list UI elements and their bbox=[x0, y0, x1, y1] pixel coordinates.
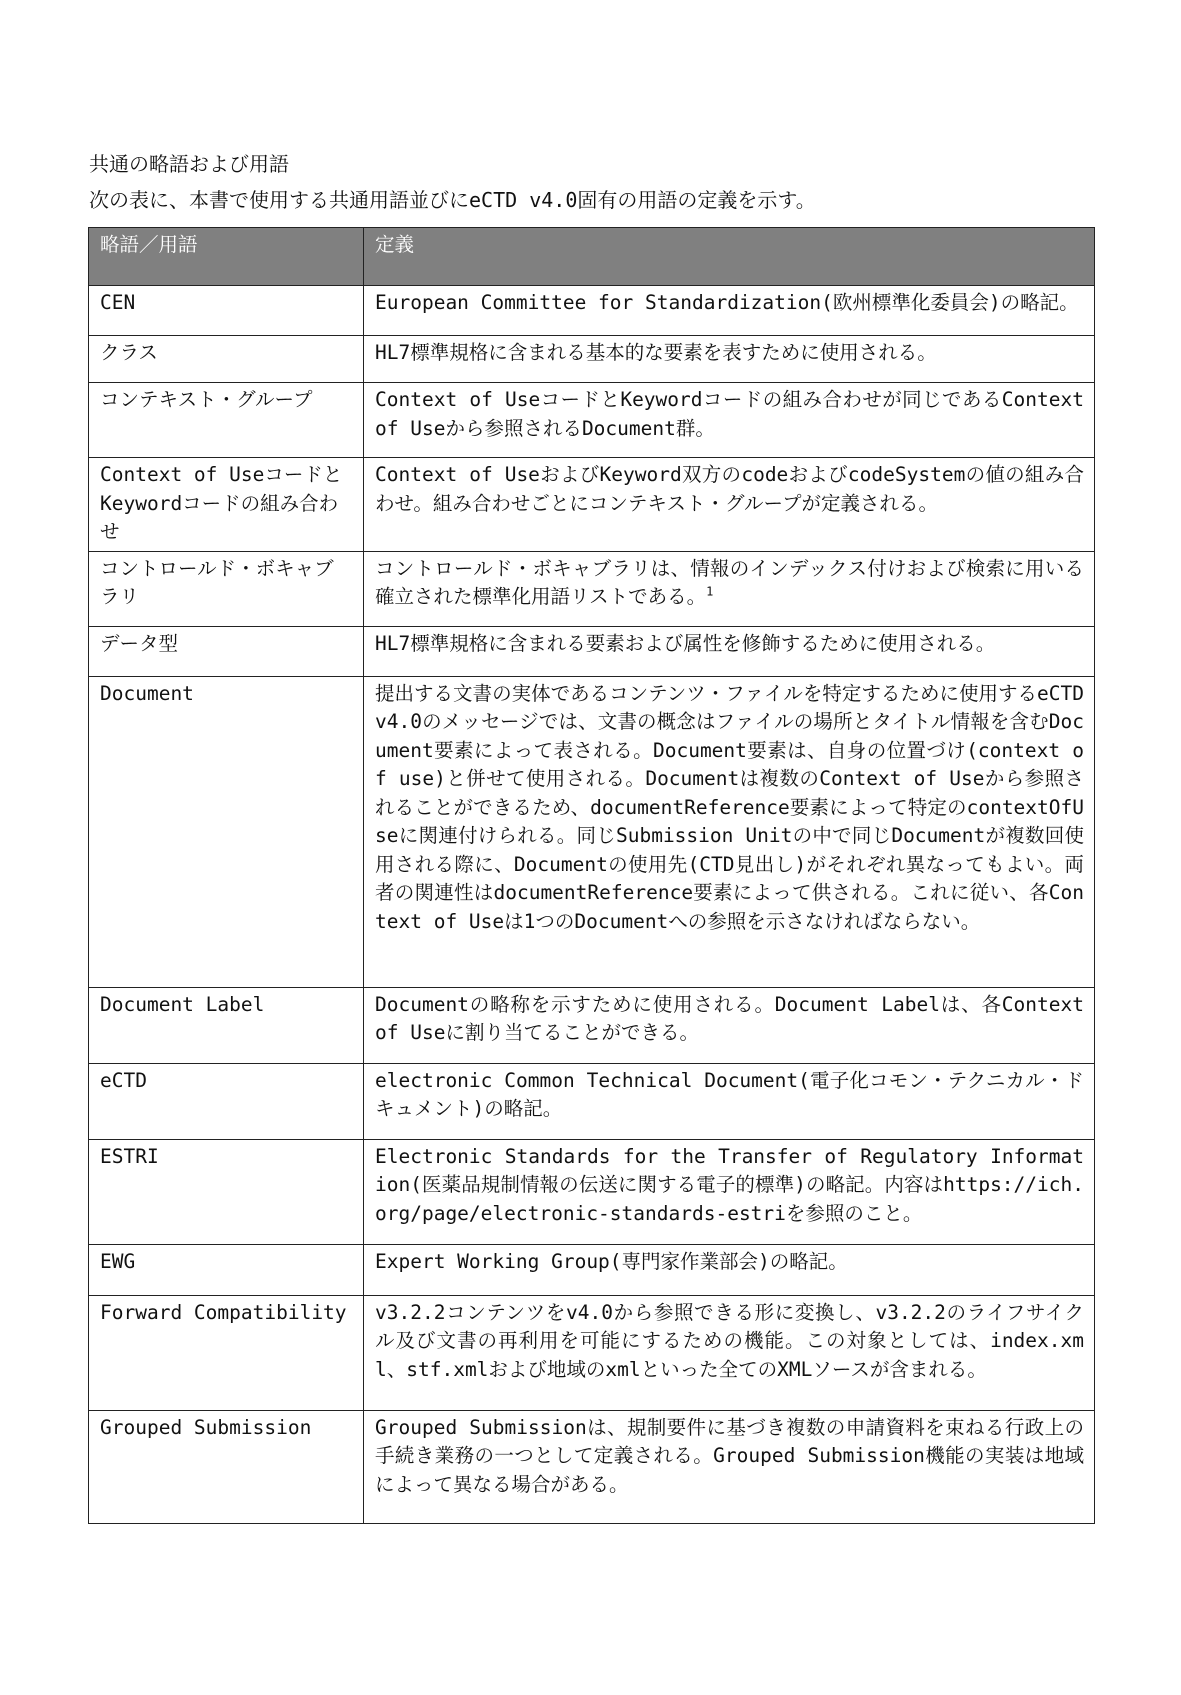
intro-paragraph: 次の表に、本書で使用する共通用語並びにeCTD v4.0固有の用語の定義を示す。 bbox=[89, 188, 816, 212]
table-row bbox=[89, 286, 1095, 336]
definition-cell: Documentの略称を示すために使用される。Document Labelは、各Context of Useに割り当てることができる。 bbox=[364, 987, 1095, 1063]
definition-cell bbox=[364, 551, 1095, 626]
term-cell: eCTD bbox=[89, 1063, 364, 1139]
table-row bbox=[89, 1139, 1095, 1244]
table-row bbox=[89, 1244, 1095, 1295]
table-header-row bbox=[89, 228, 1095, 286]
term-cell: コンテキスト・グループ bbox=[89, 383, 364, 458]
table-row bbox=[89, 626, 1095, 676]
term-cell: Document bbox=[89, 676, 364, 987]
table-row bbox=[89, 551, 1095, 626]
table-row bbox=[89, 458, 1095, 552]
definition-cell: Context of UseコードとKeywordコードの組み合わせが同じであるContext of Useから参照されるDocument群。 bbox=[364, 383, 1095, 458]
term-cell: Context of UseコードとKeywordコードの組み合わせ bbox=[89, 458, 364, 552]
table-row bbox=[89, 383, 1095, 458]
definition-cell: electronic Common Technical Document(電子化コモン・テクニカル・ドキュメント)の略記。 bbox=[364, 1063, 1095, 1139]
table-row bbox=[89, 1295, 1095, 1410]
term-cell: Forward Compatibility bbox=[89, 1295, 364, 1410]
term-cell: Grouped Submission bbox=[89, 1410, 364, 1523]
table-row bbox=[89, 1063, 1095, 1139]
definition-cell: Electronic Standards for the Transfer of Regulatory Information(医薬品規制情報の伝送に関する電子的標準)の略記。内容はhttps://ich.org/page/electronic-standards-estriを参照のこと。 bbox=[364, 1139, 1095, 1244]
definition-cell: HL7標準規格に含まれる要素および属性を修飾するために使用される。 bbox=[364, 626, 1095, 676]
table-row bbox=[89, 987, 1095, 1063]
definition-text: コントロールド・ボキャブラリは、情報のインデックス付けおよび検索に用いる確立された標準化用語リストである。 bbox=[375, 556, 1084, 608]
definition-cell: 提出する文書の実体であるコンテンツ・ファイルを特定するために使用するeCTD v4.0のメッセージでは、文書の概念はファイルの場所とタイトル情報を含むDocument要素によって表される。Document要素は、自身の位置づけ(context of use)と併せて使用される。Documentは複数のContext of Useから参照されることができるため、documentReference要素によって特定のcontextOfUseに関連付けられる。同じSubmission Unitの中で同じDocumentが複数回使用される際に、Documentの使用先(CTD見出し)がそれぞれ異なってもよい。両者の関連性はdocumentReference要素によって供される。これに従い、各Context of Useは1つのDocumentへの参照を示さなければならない。 bbox=[364, 676, 1095, 987]
term-cell: Document Label bbox=[89, 987, 364, 1063]
term-cell: CEN bbox=[89, 286, 364, 336]
glossary-table bbox=[88, 227, 1095, 1524]
term-cell: EWG bbox=[89, 1244, 364, 1295]
table-row bbox=[89, 676, 1095, 987]
term-cell: ESTRI bbox=[89, 1139, 364, 1244]
definition-cell: Grouped Submissionは、規制要件に基づき複数の申請資料を束ねる行政上の手続き業務の一つとして定義される。Grouped Submission機能の実装は地域によって異なる場合がある。 bbox=[364, 1410, 1095, 1523]
term-cell: クラス bbox=[89, 336, 364, 383]
term-cell: コントロールド・ボキャブラリ bbox=[89, 551, 364, 626]
definition-cell: v3.2.2コンテンツをv4.0から参照できる形に変換し、v3.2.2のライフサイクル及び文書の再利用を可能にするための機能。この対象としては、index.xml、stf.xmlおよび地域のxmlといった全てのXMLソースが含まれる。 bbox=[364, 1295, 1095, 1410]
table-row bbox=[89, 1410, 1095, 1523]
header-definition: 定義 bbox=[364, 228, 1095, 286]
term-cell: データ型 bbox=[89, 626, 364, 676]
definition-cell: HL7標準規格に含まれる基本的な要素を表すために使用される。 bbox=[364, 336, 1095, 383]
table-row bbox=[89, 336, 1095, 383]
definition-cell: European Committee for Standardization(欧州標準化委員会)の略記。 bbox=[364, 286, 1095, 336]
header-term: 略語／用語 bbox=[89, 228, 364, 286]
definition-cell: Expert Working Group(専門家作業部会)の略記。 bbox=[364, 1244, 1095, 1295]
footnote-marker: 1 bbox=[706, 584, 714, 599]
section-heading: 共通の略語および用語 bbox=[89, 152, 289, 176]
definition-cell: Context of UseおよびKeyword双方のcodeおよびcodeSystemの値の組み合わせ。組み合わせごとにコンテキスト・グループが定義される。 bbox=[364, 458, 1095, 552]
